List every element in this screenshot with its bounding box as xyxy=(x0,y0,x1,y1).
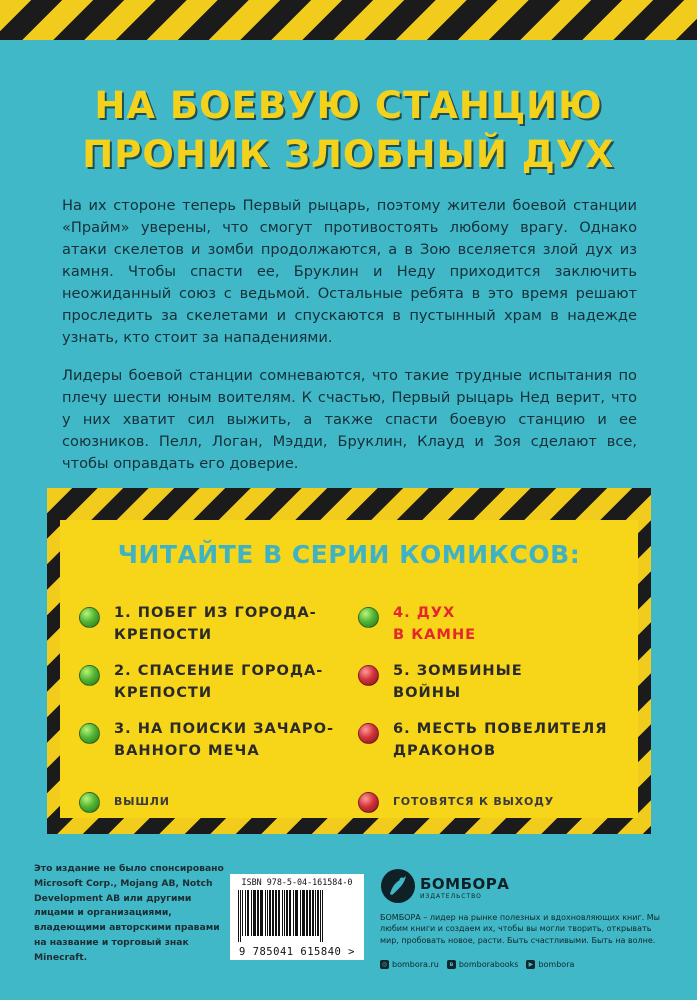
green-gem-icon xyxy=(79,792,100,813)
barcode-bar xyxy=(238,890,239,942)
book-title-4-current: 4. ДУХ В КАМНЕ xyxy=(393,604,477,643)
barcode-bar xyxy=(282,890,283,936)
green-gem-icon xyxy=(79,665,100,686)
legend-published-label: ВЫШЛИ xyxy=(114,795,170,808)
barcode-bar xyxy=(267,890,268,936)
website-link-label: bombora.ru xyxy=(392,960,439,969)
barcode-digits: 9 785041 615840 > xyxy=(239,946,355,958)
social-link[interactable] xyxy=(526,960,574,969)
series-heading: ЧИТАЙТЕ В СЕРИИ КОМИКСОВ: xyxy=(117,540,581,569)
publisher-name: БОМБОРА xyxy=(420,875,510,893)
publisher-links xyxy=(380,960,574,969)
barcode-bar xyxy=(265,890,266,936)
book-item-5 xyxy=(358,660,633,704)
barcode-bar xyxy=(242,890,243,936)
globe-icon: ◎ xyxy=(381,961,388,968)
publisher-subtitle: ИЗДАТЕЛЬСТВО xyxy=(420,893,482,900)
description-paragraph-1: На их стороне теперь Первый рыцарь, поэтому жители боевой станции «Прайм» уверены, что смогут противостоять любому врагу. Однако атаки скелетов и зомби продолжаются, а в Зою вселяется злой дух из камня. Чтобы спасти ее, Бруклин и Неду приходится заключить неожиданный союз с ведьмой. Остальные ребята в это время решают проследить за скелетами и спускаются в пустынный храм в надежде узнать, кто стоит за нападениями. xyxy=(62,197,637,346)
isbn-label: ISBN 978-5-04-161584-0 xyxy=(241,877,353,887)
series-panel xyxy=(47,488,651,834)
green-gem-icon xyxy=(358,607,379,628)
barcode-bar xyxy=(278,890,280,936)
barcode-bar xyxy=(309,890,311,936)
description-paragraph-2: Лидеры боевой станции сомневаются, что такие трудные испытания по плечу шести юным воителям. К счастью, Первый рыцарь Нед верит, что у них хватит сил выжить, а также спасти боевую станцию и ее союзников. Пелл, Логан, Мэдди, Бруклин, Клауд и Зоя сделают все, чтобы оправдать его доверие. xyxy=(62,367,637,472)
barcode-bar xyxy=(253,890,256,936)
cover-title-line-1: НА БОЕВУЮ СТАНЦИЮ xyxy=(94,84,603,127)
vk-link-label: bomborabooks xyxy=(458,960,519,969)
series-panel-inner xyxy=(60,520,638,818)
book-title-2: 2. СПАСЕНИЕ ГОРОДА- КРЕПОСТИ xyxy=(114,662,324,701)
barcode-bar xyxy=(293,890,294,936)
book-title-1: 1. ПОБЕГ ИЗ ГОРОДА- КРЕПОСТИ xyxy=(114,604,317,643)
book-item-1 xyxy=(79,602,354,646)
barcode-bar xyxy=(272,890,274,936)
barcode-bar xyxy=(315,890,316,936)
hazard-stripe-top xyxy=(0,0,697,40)
book-item-3 xyxy=(79,718,354,762)
barcode-bar xyxy=(317,890,319,936)
book-item-6 xyxy=(358,718,633,762)
book-title-5: 5. ЗОМБИНЫЕ ВОЙНЫ xyxy=(393,662,523,701)
vk-icon: в xyxy=(447,960,456,969)
legend-published xyxy=(79,787,170,813)
barcode-bar xyxy=(257,890,259,936)
publisher-description: БОМБОРА – лидер на рынке полезных и вдохновляющих книг. Мы любим книги и создаем их, чтобы вы могли творить, открывать мир, пробовать новое, расти. Быть счастливыми. Быть на волне. xyxy=(380,913,660,945)
isbn-barcode xyxy=(230,874,364,960)
legend-upcoming xyxy=(358,787,554,813)
legal-disclaimer: Это издание не было спонсировано Microsoft Corp., Mojang AB, Notch Development AB или другими лицами и организациями, владеющими авторскими правами на название и торговый знак Minecraft. xyxy=(34,863,224,963)
barcode-bar xyxy=(289,890,291,936)
barcode-bar xyxy=(251,890,252,936)
barcode-bar xyxy=(269,890,271,936)
red-gem-icon xyxy=(358,665,379,686)
social-icon: ▶ xyxy=(526,960,535,969)
barcode-bar xyxy=(306,890,308,936)
barcode-bar xyxy=(320,890,321,942)
red-gem-icon xyxy=(358,792,379,813)
book-title-6: 6. МЕСТЬ ПОВЕЛИТЕЛЯ ДРАКОНОВ xyxy=(393,720,608,759)
barcode-bar xyxy=(300,890,301,936)
green-gem-icon xyxy=(79,607,100,628)
barcode-bar xyxy=(245,890,246,936)
legend-upcoming-label: ГОТОВЯТСЯ К ВЫХОДУ xyxy=(393,795,555,808)
barcode-bar xyxy=(286,890,288,936)
social-link-label: bombora xyxy=(538,960,575,969)
barcode-bar xyxy=(284,890,285,936)
barcode-bar xyxy=(312,890,314,936)
green-gem-icon xyxy=(79,723,100,744)
book-item-4 xyxy=(358,602,633,646)
barcode-bars xyxy=(236,890,358,942)
barcode-bar xyxy=(322,890,323,942)
barcode-bar xyxy=(295,890,298,936)
cover-title-line-2: ПРОНИК ЗЛОБНЫЙ ДУХ xyxy=(82,133,615,176)
website-link[interactable] xyxy=(380,960,439,969)
barcode-bar xyxy=(247,890,249,936)
bombora-logo-icon xyxy=(380,868,416,904)
barcode-bar xyxy=(260,890,263,936)
book-title-3: 3. НА ПОИСКИ ЗАЧАРО- ВАННОГО МЕЧА xyxy=(114,720,335,759)
barcode-bar xyxy=(275,890,277,936)
book-item-2 xyxy=(79,660,354,704)
red-gem-icon xyxy=(358,723,379,744)
barcode-bar xyxy=(302,890,305,936)
barcode-bar xyxy=(240,890,241,942)
vk-link[interactable] xyxy=(447,960,519,969)
